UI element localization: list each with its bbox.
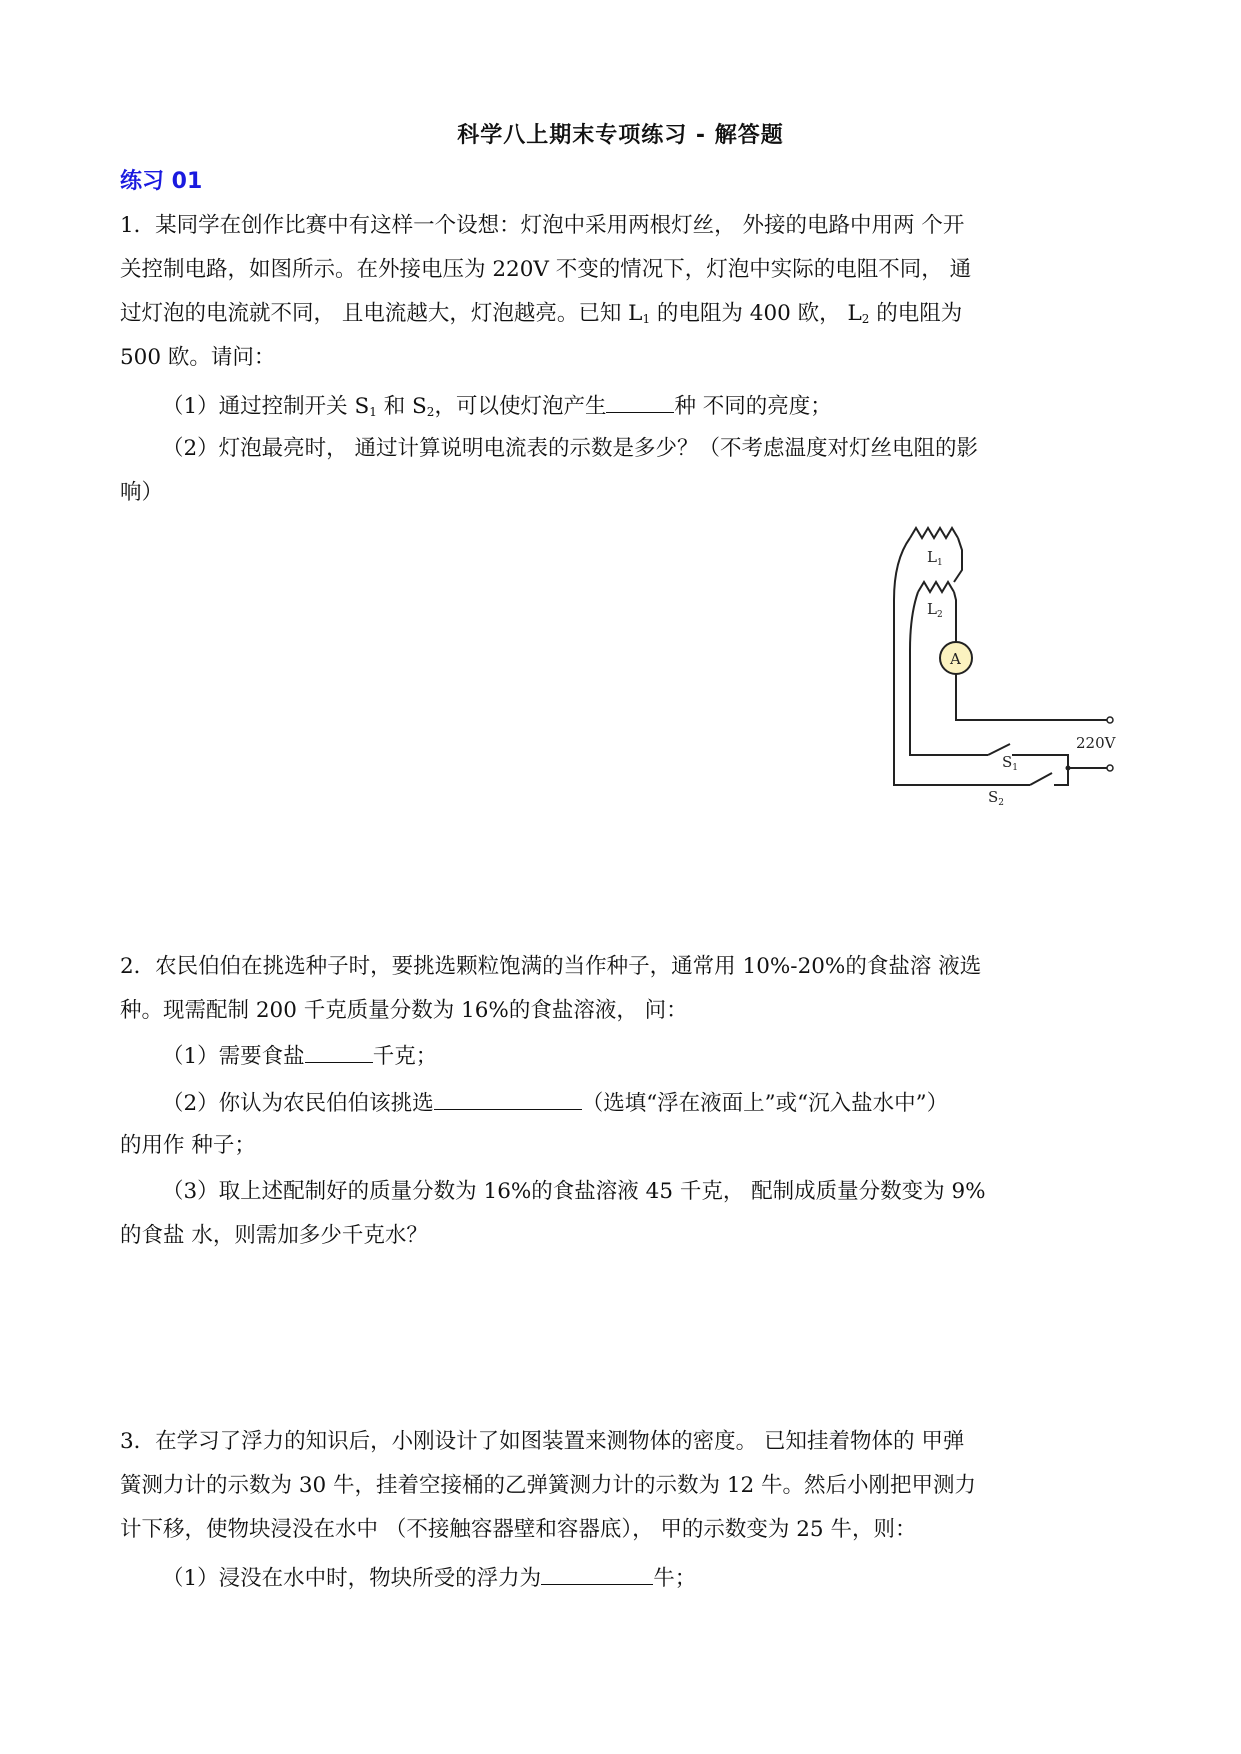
q3-line-1: 3．在学习了浮力的知识后，小刚设计了如图装置来测物体的密度。 已知挂着物体的 甲弹	[120, 1429, 965, 1454]
q1-part-2: （2）灯泡最亮时， 通过计算说明电流表的示数是多少？（不考虑温度对灯丝电阻的影	[162, 436, 979, 461]
q2-line-1: 2．农民伯伯在挑选种子时，要挑选颗粒饱满的当作种子，通常用 10%-20%的食盐溶 液选	[120, 954, 982, 979]
q2-part-1-text-b: 千克；	[372, 1044, 438, 1069]
q1-line-4: 500 欧。请问：	[120, 345, 276, 370]
circuit-diagram	[880, 520, 1130, 810]
q2-part-2	[162, 1087, 948, 1119]
q1-part-2-cont: 响）	[120, 480, 164, 505]
q1-part-1	[162, 390, 832, 427]
q1-line-3	[120, 299, 962, 334]
label-l1: $L_1$	[927, 548, 943, 568]
subscript-1: 1	[369, 405, 377, 419]
section-heading: 练习 01	[120, 169, 203, 194]
switch-s2-blade	[1030, 773, 1052, 785]
wire-l1-right	[954, 538, 962, 582]
q1-line-3-part-c: 的电阻为	[869, 301, 963, 326]
label-l2: $L_2$	[927, 600, 943, 620]
q1-line-1: 1．某同学在创作比赛中有这样一个设想：灯泡中采用两根灯丝， 外接的电路中用两 个开	[120, 213, 965, 238]
q2-part-2-cont: 的用作 种子；	[120, 1133, 256, 1158]
filament-l2	[918, 582, 954, 592]
filament-l1	[910, 528, 958, 538]
page-title: 科学八上期末专项练习 - 解答题	[457, 123, 784, 148]
subscript-2: 2	[861, 312, 870, 326]
ammeter-label: A	[950, 650, 961, 668]
q3-part-1	[162, 1562, 696, 1594]
terminal-bottom	[1107, 765, 1113, 771]
q2-part-2-text-a: （2）你认为农民伯伯该挑选	[162, 1091, 434, 1116]
answer-blank[interactable]	[606, 390, 674, 413]
q2-part-2-text-b: （选填“浮在液面上”或“沉入盐水中”）	[581, 1091, 949, 1116]
q2-part-1	[162, 1040, 437, 1072]
q2-part-3-cont: 的食盐 水，则需加多少千克水？	[120, 1223, 428, 1248]
answer-blank[interactable]	[541, 1562, 653, 1585]
voltage-label: 220V	[1076, 734, 1116, 752]
q2-part-1-text-a: （1）需要食盐	[162, 1044, 305, 1069]
wire-l2-right	[954, 592, 956, 642]
answer-blank[interactable]	[305, 1040, 373, 1063]
label-s2: $S_2$	[988, 788, 1005, 808]
subscript-1: 1	[642, 312, 651, 326]
q3-part-1-text-a: （1）浸没在水中时，物块所受的浮力为	[162, 1566, 542, 1591]
q3-line-3: 计下移，使物块浸没在水中 （不接触容器壁和容器底）， 甲的示数变为 25 牛，则：	[120, 1517, 917, 1542]
q2-part-3: （3）取上述配制好的质量分数为 16%的食盐溶液 45 千克， 配制成质量分数变为 9%	[162, 1179, 986, 1204]
q1-part-1-text-c: ，可以使灯泡产生	[434, 394, 607, 419]
q1-line-2: 关控制电路，如图所示。在外接电压为 220V 不变的情况下，灯泡中实际的电阻不同， 通	[120, 257, 972, 282]
q1-part-1-text-a: （1）通过控制开关 S	[162, 394, 370, 419]
q1-line-3-part-a: 过灯泡的电流就不同， 且电流越大，灯泡越亮。已知 L	[120, 301, 643, 326]
terminal-top	[1107, 717, 1113, 723]
q3-part-1-text-b: 牛；	[653, 1566, 697, 1591]
q1-part-1-text-d: 种 不同的亮度；	[674, 394, 832, 419]
wire-s1-right	[1012, 755, 1068, 768]
q1-line-3-part-b: 的电阻为 400 欧， L	[650, 301, 862, 326]
q2-line-2: 种。现需配制 200 千克质量分数为 16%的食盐溶液， 问：	[120, 998, 688, 1023]
answer-blank[interactable]	[434, 1087, 582, 1110]
label-s1: $S_1$	[1002, 753, 1019, 773]
junction-dot	[1066, 766, 1071, 771]
wire-ammeter-terminal	[956, 674, 1108, 720]
wire-s2-right	[1054, 768, 1108, 785]
wire-l2-left	[910, 592, 988, 755]
q3-line-2: 簧测力计的示数为 30 牛，挂着空接桶的乙弹簧测力计的示数为 12 牛。然后小刚把甲测力	[120, 1473, 977, 1498]
subscript-2: 2	[426, 405, 435, 419]
q1-part-1-text-b: 和 S	[376, 394, 427, 419]
